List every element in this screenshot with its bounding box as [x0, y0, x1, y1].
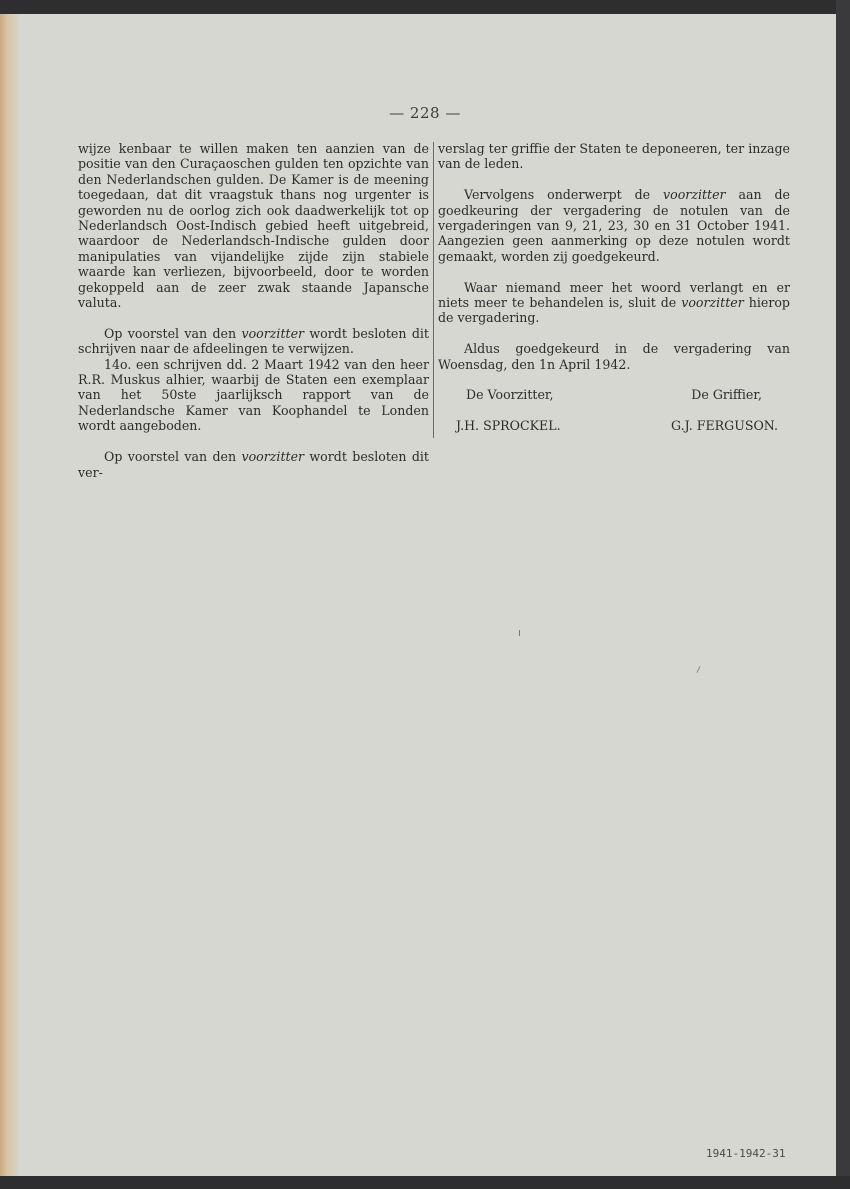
scan-border-right: [836, 0, 850, 1189]
paragraph-closing: Waar niemand meer het woord verlangt en er niets meer te behandelen is, sluit de voorzitter hierop de vergadering.: [438, 279, 790, 326]
chairman-name: J.H. SPROCKEL.: [456, 418, 561, 434]
document-page: [0, 14, 838, 1176]
paragraph-minutes-approval: Vervolgens onderwerpt de voorzitter aan de goedkeuring der vergadering de notulen van de vergaderingen van 9, 21, 23, 30 en 31 October 1941. Aangezien geen aanmerking op deze notulen wordt gemaakt, worden zij goedgekeurd.: [438, 187, 790, 264]
signature-titles: [438, 387, 790, 402]
left-column: [78, 141, 429, 480]
paragraph-currency-position: wijze kenbaar te willen maken ten aanzien van de positie van den Curaçaoschen gulden ten opzichte van den Nederlandschen gulden. De Kamer is de meening toegedaan, dat dit vraagstuk thans nog urgenter is geworden nu de oorlog zich ook daadwerkelijk tot op Nederlandsch Oost-Indisch gebied heeft uitgebreid, waardoor de Nederlandsch-Indische gulden door manipulaties van vijandelijke zijde zijn stabiele waarde kan verliezen, bijvoorbeeld, door te worden gekoppeld aan de zeer zwak staande Japansche valuta.: [78, 141, 429, 311]
scan-border-bottom: [0, 1176, 850, 1189]
archive-code: 1941-1942-31: [706, 1147, 786, 1160]
paragraph-motion-deposit: Op voorstel van den voorzitter wordt besloten dit ver-: [78, 449, 429, 480]
scan-border-top: [0, 0, 850, 14]
clerk-title: De Griffier,: [691, 387, 762, 403]
clerk-name: G.J. FERGUSON.: [671, 418, 778, 434]
column-divider: [433, 142, 434, 438]
page-number: — 228 —: [389, 104, 461, 122]
page-edge-discoloration: [0, 14, 19, 1176]
right-column: [438, 141, 790, 434]
paper-speck: [519, 630, 520, 636]
chairman-title: De Voorzitter,: [466, 387, 554, 403]
paragraph-approved: Aldus goedgekeurd in de vergadering van Woensdag, den 1n April 1942.: [438, 341, 790, 372]
paragraph-item-14o: 14o. een schrijven dd. 2 Maart 1942 van den heer R.R. Muskus alhier, waarbij de Staten een exemplaar van het 50ste jaarlijksch rapport van de Nederlandsche Kamer van Koophandel te Londen wordt aangeboden.: [78, 356, 429, 434]
paragraph-report-deposit: verslag ter griffie der Staten te deponeeren, ter inzage van de leden.: [438, 141, 790, 172]
paper-speck: [697, 666, 701, 673]
signature-names: [438, 418, 790, 433]
paragraph-motion-refer: Op voorstel van den voorzitter wordt besloten dit schrijven naar de afdeelingen te verwijzen.: [78, 325, 429, 357]
